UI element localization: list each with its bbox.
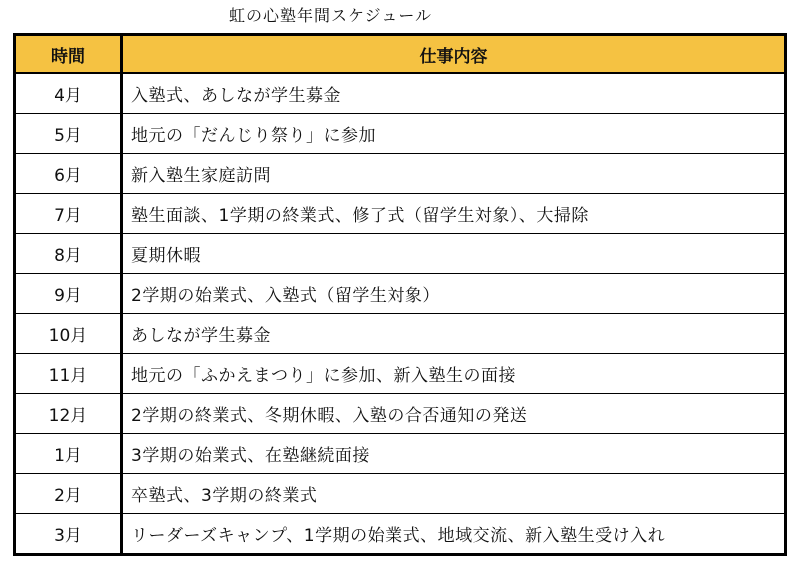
header-task: 仕事内容 <box>122 35 786 74</box>
row-month: 11月 <box>15 354 122 394</box>
row-task: リーダーズキャンプ、1学期の始業式、地域交流、新入塾生受け入れ <box>122 514 786 555</box>
row-task: 新入塾生家庭訪問 <box>122 154 786 194</box>
table-row <box>15 194 786 234</box>
table-row <box>15 154 786 194</box>
row-month: 5月 <box>15 114 122 154</box>
row-task: 3学期の始業式、在塾継続面接 <box>122 434 786 474</box>
table-row <box>15 73 786 114</box>
row-month: 1月 <box>15 434 122 474</box>
table-header-row <box>15 35 786 74</box>
page-title: 虹の心塾年間スケジュール <box>229 6 433 25</box>
row-task: あしなが学生募金 <box>122 314 786 354</box>
table-row <box>15 234 786 274</box>
row-month: 2月 <box>15 474 122 514</box>
row-month: 6月 <box>15 154 122 194</box>
row-task: 卒塾式、3学期の終業式 <box>122 474 786 514</box>
table-row <box>15 314 786 354</box>
row-month: 10月 <box>15 314 122 354</box>
header-month: 時間 <box>15 35 122 74</box>
row-task: 2学期の終業式、冬期休暇、入塾の合否通知の発送 <box>122 394 786 434</box>
row-month: 3月 <box>15 514 122 555</box>
row-month: 8月 <box>15 234 122 274</box>
row-task: 夏期休暇 <box>122 234 786 274</box>
table-row <box>15 394 786 434</box>
schedule-table <box>13 33 787 556</box>
row-task: 塾生面談、1学期の終業式、修了式（留学生対象）、大掃除 <box>122 194 786 234</box>
row-month: 12月 <box>15 394 122 434</box>
table-row <box>15 274 786 314</box>
row-month: 4月 <box>15 73 122 114</box>
row-task: 地元の「ふかえまつり」に参加、新入塾生の面接 <box>122 354 786 394</box>
row-month: 7月 <box>15 194 122 234</box>
table-row <box>15 114 786 154</box>
table-row <box>15 514 786 555</box>
row-task: 地元の「だんじり祭り」に参加 <box>122 114 786 154</box>
row-task: 2学期の始業式、入塾式（留学生対象） <box>122 274 786 314</box>
table-row <box>15 434 786 474</box>
row-month: 9月 <box>15 274 122 314</box>
table-row <box>15 354 786 394</box>
row-task: 入塾式、あしなが学生募金 <box>122 73 786 114</box>
table-row <box>15 474 786 514</box>
